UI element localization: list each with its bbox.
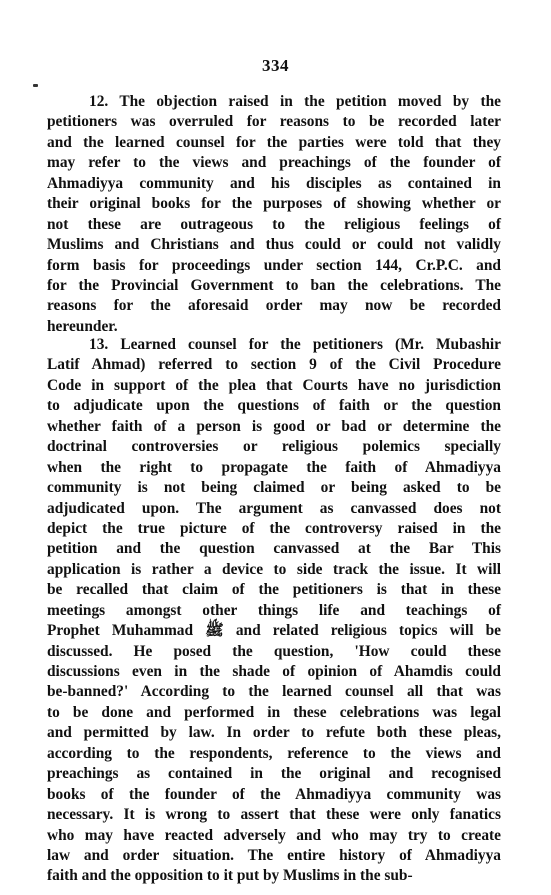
- text-line: 13. Learned counsel for the petitioners (Mr. Mubashir: [89, 336, 501, 353]
- paragraph-13: [47, 335, 501, 887]
- text-line: their original books for the purposes of showing whether or: [47, 195, 501, 213]
- text-line: application is rather a device to side track the issue. It will: [47, 560, 501, 578]
- text-line: hereunder.: [47, 317, 118, 335]
- paragraph-12: [47, 92, 501, 337]
- text-line: 12. The objection raised in the petition moved by the: [89, 93, 501, 110]
- text-line: and permitted by law. In order to refute both these pleas,: [47, 724, 501, 742]
- text-line: to be done and performed in these celebrations was legal: [47, 703, 501, 721]
- text-line: books of the founder of the Ahmadiyya community was: [47, 785, 501, 803]
- text-line: who may have reacted adversely and who may try to create: [47, 826, 501, 844]
- text-line: form basis for proceedings under section 144, Cr.P.C. and: [47, 256, 501, 274]
- text-line: according to the respondents, reference to the views and: [47, 744, 501, 762]
- text-line: whether faith of a person is good or bad or determine the: [47, 417, 501, 435]
- text-line: to adjudicate upon the questions of faith or the question: [47, 397, 501, 415]
- text-line: Muslims and Christians and thus could or could not validly: [47, 236, 501, 254]
- text-line: meetings amongst other things life and teachings of: [47, 601, 501, 619]
- text-line: and the learned counsel for the parties were told that they: [47, 133, 501, 151]
- text-line: community is not being claimed or being asked to be: [47, 479, 501, 497]
- text-line: Code in support of the plea that Courts have no jurisdiction: [47, 376, 501, 394]
- text-line: Ahmadiyya community and his disciples as contained in: [47, 174, 501, 192]
- margin-mark: [33, 84, 38, 87]
- text-line: may refer to the views and preachings of the founder of: [47, 154, 501, 172]
- text-line: necessary. It is wrong to assert that these were only fanatics: [47, 806, 501, 824]
- text-line: doctrinal controversies or religious polemics specially: [47, 438, 501, 456]
- text-line: for the Provincial Government to ban the celebrations. The: [47, 276, 501, 294]
- text-line: Prophet Muhammad ﷺ and related religious topics will be: [47, 622, 501, 640]
- text-line: petitioners was overruled for reasons to be recorded later: [47, 113, 501, 131]
- text-line: not these are outrageous to the religious feelings of: [47, 215, 501, 233]
- text-line: adjudicated upon. The argument as canvassed does not: [47, 499, 501, 517]
- text-line: when the right to propagate the faith of Ahmadiyya: [47, 458, 501, 476]
- text-line: law and order situation. The entire history of Ahmadiyya: [47, 846, 501, 864]
- text-line: be-banned?' According to the learned counsel all that was: [47, 683, 501, 701]
- text-line: discussions even in the shade of opinion of Ahamdis could: [47, 663, 501, 680]
- text-line: depict the true picture of the controversy raised in the: [47, 519, 501, 537]
- text-line: petition and the question canvassed at the Bar This: [47, 540, 501, 558]
- text-line: reasons for the aforesaid order may now be recorded: [47, 297, 501, 315]
- text-line: Latif Ahmad) referred to section 9 of the Civil Procedure: [47, 356, 501, 374]
- text-line: preachings as contained in the original and recognised: [47, 765, 501, 783]
- text-line: faith and the opposition to it put by Muslims in the sub-: [47, 867, 413, 885]
- text-line: discussed. He posed the question, 'How could these: [47, 642, 501, 660]
- page-number: 334: [262, 56, 289, 75]
- text-line: be recalled that claim of the petitioners is that in these: [47, 581, 501, 599]
